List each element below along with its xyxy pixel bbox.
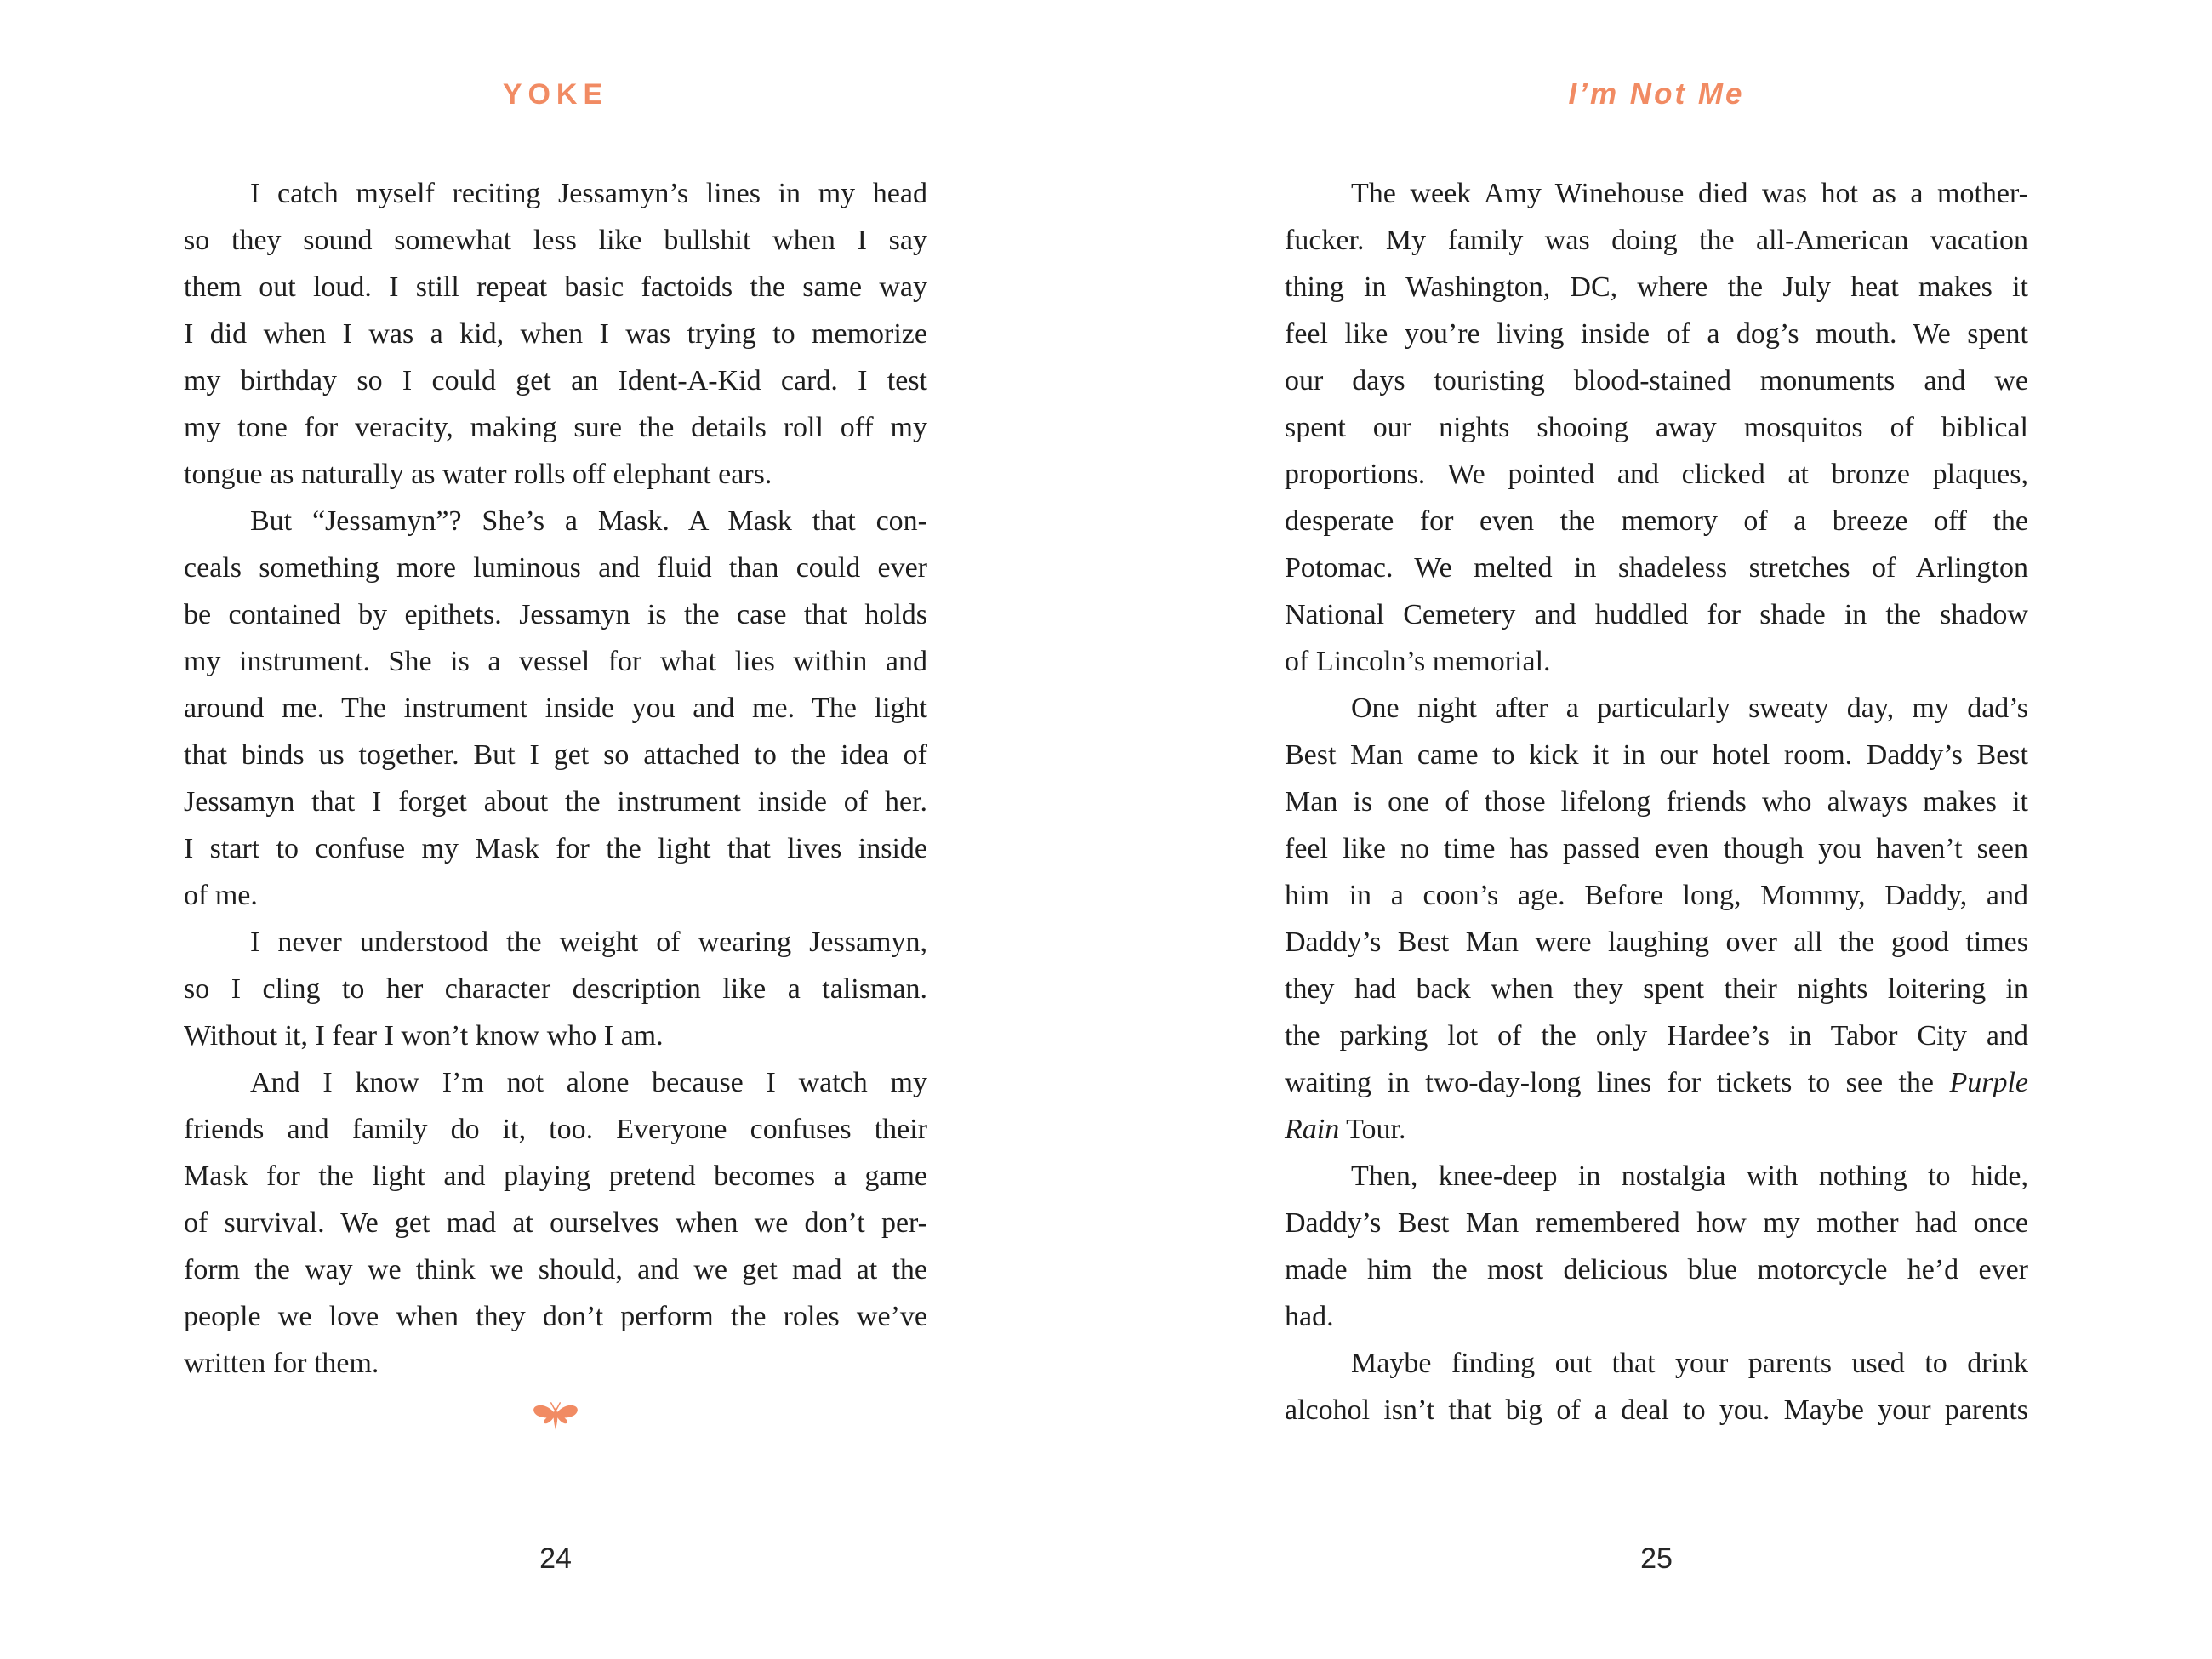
- text-line: made him the most delicious blue motorcycle he’d ever: [1285, 1254, 2028, 1286]
- text-line: of survival. We get mad at ourselves when we don’t per-: [184, 1207, 927, 1239]
- text-line: I never understood the weight of wearing Jessamyn,: [250, 926, 927, 958]
- text-line: Man is one of those lifelong friends who always makes it: [1285, 786, 2028, 818]
- text-line: my birthday so I could get an Ident-A-Kid card. I test: [184, 365, 927, 396]
- text-line: the parking lot of the only Hardee’s in Tabor City and: [1285, 1020, 2028, 1052]
- paragraph: [184, 170, 927, 498]
- text-line: fucker. My family was doing the all-American vacation: [1285, 225, 2028, 256]
- text-line: The week Amy Winehouse died was hot as a mother-: [1351, 178, 2028, 209]
- paragraph: [1285, 1340, 2028, 1434]
- text-line: Potomac. We melted in shadeless stretches of Arlington: [1285, 552, 2028, 584]
- text-line: Without it, I fear I won’t know who I am.: [184, 1020, 664, 1052]
- running-header-left: YOKE: [502, 78, 609, 111]
- text-line: National Cemetery and huddled for shade in the shadow: [1285, 599, 2028, 630]
- text-line: form the way we think we should, and we get mad at the: [184, 1254, 927, 1286]
- text-line: Jessamyn that I forget about the instrument inside of her.: [184, 786, 927, 818]
- text-line: Best Man came to kick it in our hotel room. Daddy’s Best: [1285, 739, 2028, 771]
- text-line: One night after a particularly sweaty day, my dad’s: [1351, 693, 2028, 724]
- page-left-text: [184, 170, 927, 1387]
- paragraph: [184, 1059, 927, 1387]
- text-line: Then, knee-deep in nostalgia with nothing to hide,: [1351, 1160, 2028, 1192]
- paragraph: [1285, 685, 2028, 1153]
- text-line: spent our nights shooing away mosquitos of biblical: [1285, 412, 2028, 443]
- text-line: that binds us together. But I get so attached to the idea of: [184, 739, 927, 771]
- text-line: I did when I was a kid, when I was trying to memorize: [184, 318, 927, 350]
- text-line: people we love when they don’t perform the roles we’ve: [184, 1301, 927, 1332]
- text-line: And I know I’m not alone because I watch my: [250, 1067, 927, 1098]
- text-line: ceals something more luminous and fluid than could ever: [184, 552, 927, 584]
- text-line: feel like no time has passed even though you haven’t seen: [1285, 833, 2028, 864]
- paragraph: [1285, 1153, 2028, 1340]
- text-line: feel like you’re living inside of a dog’s mouth. We spent: [1285, 318, 2028, 350]
- text-line: alcohol isn’t that big of a deal to you. Maybe your parents: [1285, 1394, 2028, 1426]
- text-line: be contained by epithets. Jessamyn is the case that holds: [184, 599, 927, 630]
- text-line: Daddy’s Best Man remembered how my mother had once: [1285, 1207, 2028, 1239]
- text-line: of Lincoln’s memorial.: [1285, 646, 1551, 677]
- text-line: waiting in two-day-long lines for tickets to see the Purple: [1285, 1067, 2028, 1098]
- text-line: so they sound somewhat less like bullshit when I say: [184, 225, 927, 256]
- text-line: Mask for the light and playing pretend becomes a game: [184, 1160, 927, 1192]
- text-line: they had back when they spent their nights loitering in: [1285, 973, 2028, 1005]
- text-line: written for them.: [184, 1348, 379, 1379]
- running-header-right: I’m Not Me: [1568, 77, 1745, 111]
- text-line: tongue as naturally as water rolls off elephant ears.: [184, 459, 772, 490]
- text-line: thing in Washington, DC, where the July heat makes it: [1285, 271, 2028, 303]
- text-line: had.: [1285, 1301, 1334, 1332]
- text-line: our days touristing blood-stained monuments and we: [1285, 365, 2028, 396]
- text-line: But “Jessamyn”? She’s a Mask. A Mask that con-: [250, 505, 927, 537]
- moth-icon: [529, 1399, 582, 1434]
- text-line: my instrument. She is a vessel for what lies within and: [184, 646, 927, 677]
- paragraph: [1285, 170, 2028, 685]
- text-line: friends and family do it, too. Everyone confuses their: [184, 1114, 927, 1145]
- text-line: I start to confuse my Mask for the light that lives inside: [184, 833, 927, 864]
- text-line: so I cling to her character description like a talisman.: [184, 973, 927, 1005]
- paragraph: [184, 498, 927, 919]
- page-number-right: 25: [1640, 1542, 1673, 1575]
- text-line: Daddy’s Best Man were laughing over all the good times: [1285, 926, 2028, 958]
- text-line: of me.: [184, 880, 258, 911]
- paragraph: [184, 919, 927, 1059]
- text-line: Maybe finding out that your parents used to drink: [1351, 1348, 2028, 1379]
- text-line: around me. The instrument inside you and me. The light: [184, 693, 927, 724]
- text-line: desperate for even the memory of a breeze off the: [1285, 505, 2028, 537]
- text-line: him in a coon’s age. Before long, Mommy, Daddy, and: [1285, 880, 2028, 911]
- page-number-left: 24: [539, 1542, 572, 1575]
- text-line: I catch myself reciting Jessamyn’s lines in my head: [250, 178, 927, 209]
- text-line: my tone for veracity, making sure the details roll off my: [184, 412, 927, 443]
- text-line: proportions. We pointed and clicked at bronze plaques,: [1285, 459, 2028, 490]
- text-line: Rain Tour.: [1285, 1114, 1406, 1145]
- text-line: them out loud. I still repeat basic factoids the same way: [184, 271, 927, 303]
- page-right-text: [1285, 170, 2028, 1434]
